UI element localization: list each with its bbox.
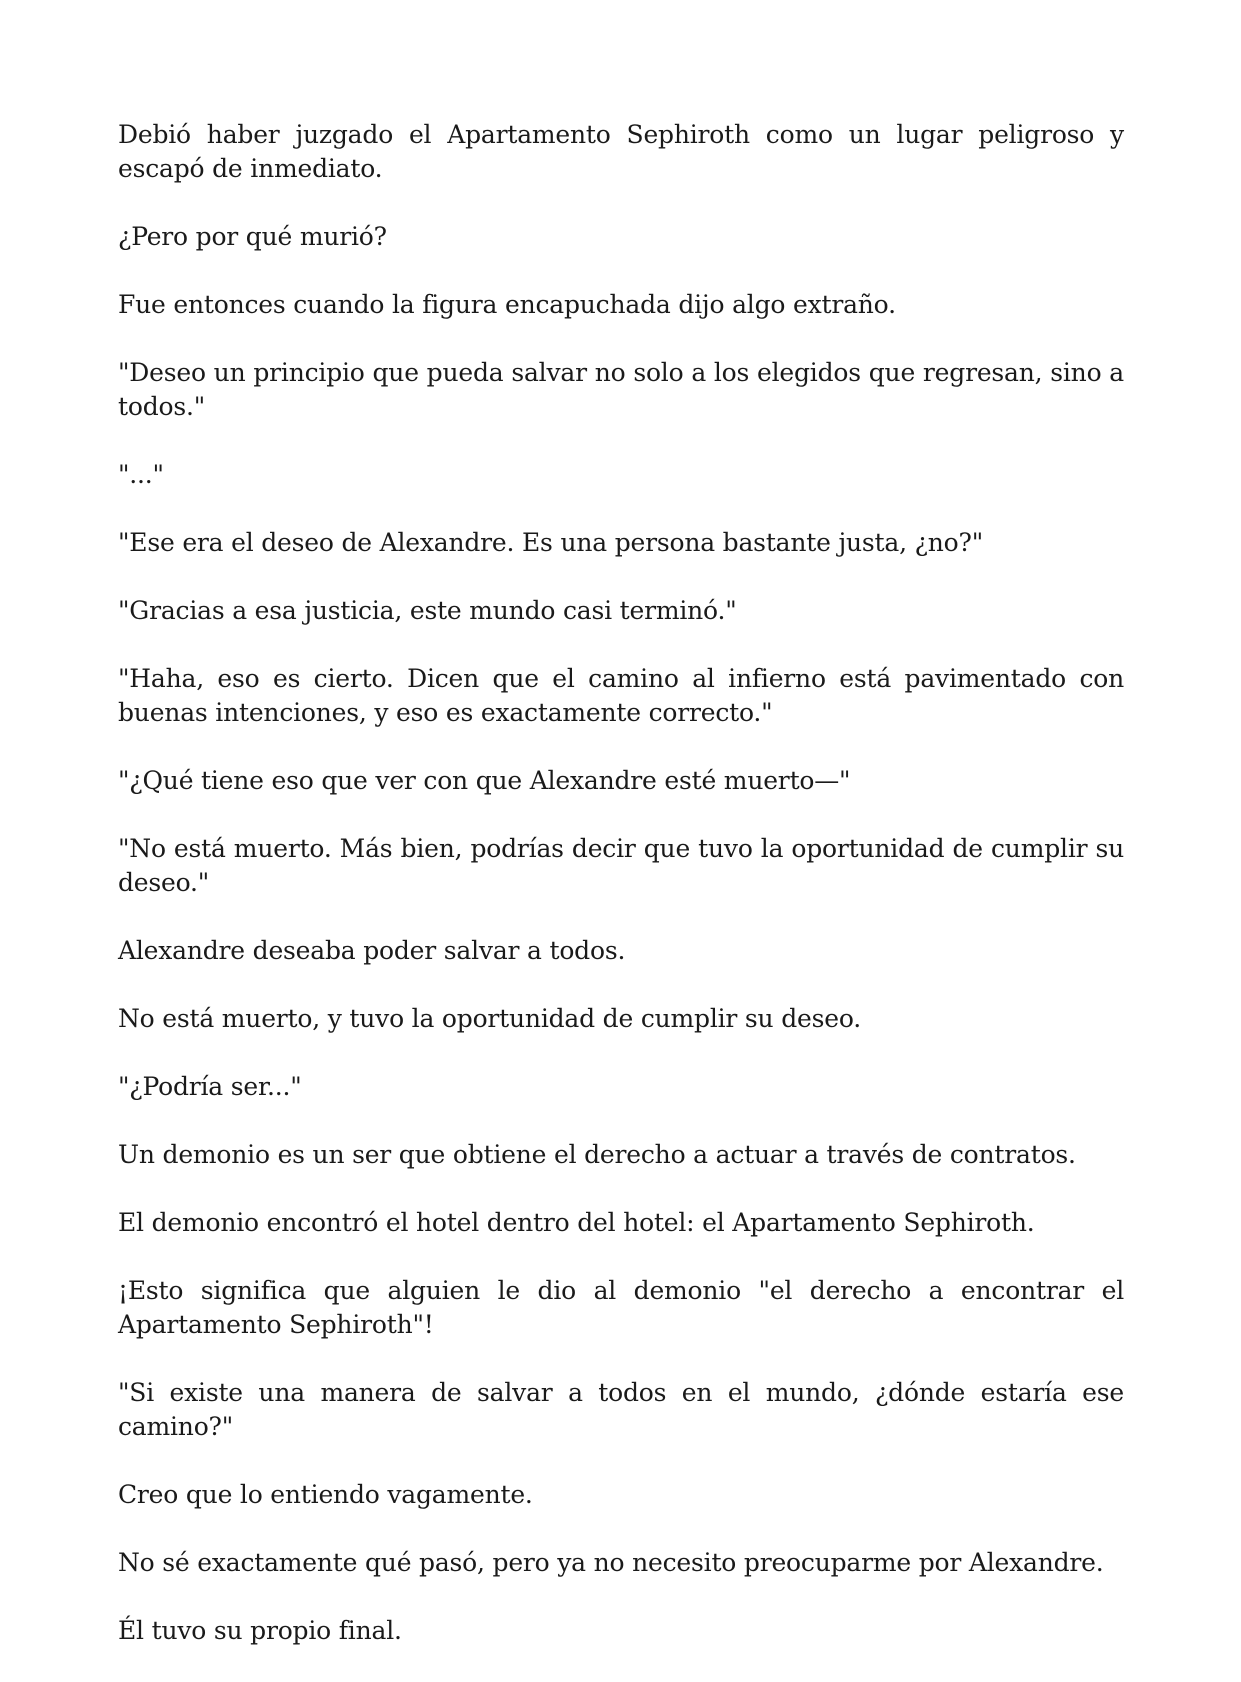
paragraph: "Deseo un principio que pueda salvar no solo a los elegidos que regresan, sino a todos." <box>118 358 1124 421</box>
paragraph: Alexandre deseaba poder salvar a todos. <box>118 936 626 965</box>
paragraph: ¿Pero por qué murió? <box>118 222 387 251</box>
paragraph: Creo que lo entiendo vagamente. <box>118 1480 533 1509</box>
paragraph: Debió haber juzgado el Apartamento Sephiroth como un lugar peligroso y escapó de inmediato. <box>118 120 1124 183</box>
paragraph: "Gracias a esa justicia, este mundo casi terminó." <box>118 596 737 625</box>
paragraph: No sé exactamente qué pasó, pero ya no necesito preocuparme por Alexandre. <box>118 1548 1104 1577</box>
paragraph: "No está muerto. Más bien, podrías decir que tuvo la oportunidad de cumplir su deseo." <box>118 834 1124 897</box>
document-body <box>118 118 1124 1682</box>
paragraph: Fue entonces cuando la figura encapuchada dijo algo extraño. <box>118 290 896 319</box>
paragraph: "¿Podría ser..." <box>118 1072 302 1101</box>
paragraph: ¡Esto significa que alguien le dio al demonio "el derecho a encontrar el Apartamento Sephiroth"! <box>118 1276 1124 1339</box>
paragraph: "Haha, eso es cierto. Dicen que el camino al infierno está pavimentado con buenas intenciones, y eso es exactamente correcto." <box>118 664 1124 727</box>
paragraph: Un demonio es un ser que obtiene el derecho a actuar a través de contratos. <box>118 1140 1076 1169</box>
paragraph: Él tuvo su propio final. <box>118 1616 402 1645</box>
paragraph: "..." <box>118 460 164 489</box>
paragraph: "Ese era el deseo de Alexandre. Es una persona bastante justa, ¿no?" <box>118 528 984 557</box>
paragraph: "¿Qué tiene eso que ver con que Alexandre esté muerto—" <box>118 766 851 795</box>
paragraph: No está muerto, y tuvo la oportunidad de cumplir su deseo. <box>118 1004 861 1033</box>
paragraph: El demonio encontró el hotel dentro del hotel: el Apartamento Sephiroth. <box>118 1208 1035 1237</box>
paragraph: "Si existe una manera de salvar a todos en el mundo, ¿dónde estaría ese camino?" <box>118 1378 1124 1441</box>
